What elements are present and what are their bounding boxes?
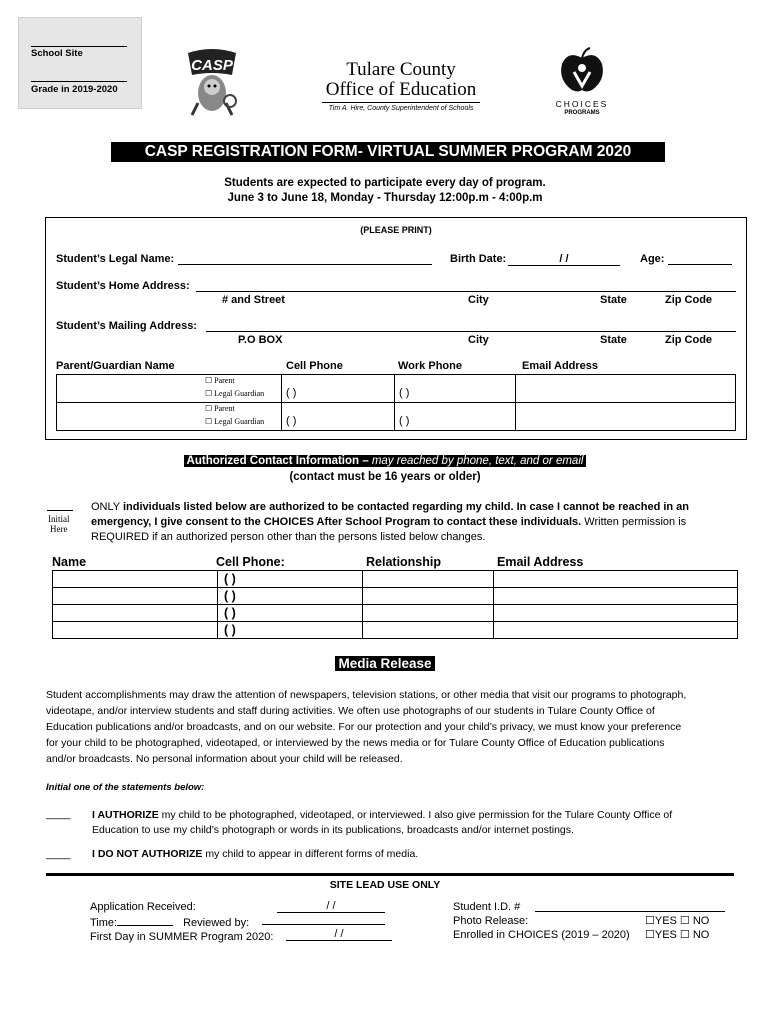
site-lead-right (453, 900, 630, 942)
contact-name[interactable] (53, 571, 218, 588)
parent-work-phone[interactable] (395, 375, 516, 403)
grade-line[interactable] (31, 81, 127, 82)
contact-relationship[interactable] (363, 588, 494, 605)
guardian-option-label: Legal Guardian (214, 389, 265, 398)
casp-logo (182, 45, 242, 117)
media-line: for your child to be photographed, videotaped, or interviewed by the news media or for Tulare County Office of Education publications (46, 737, 665, 749)
contact-name[interactable] (53, 588, 218, 605)
media-title (0, 656, 770, 671)
po-box-label: P.O BOX (238, 334, 283, 346)
contacts-table (52, 570, 738, 639)
parent-checkbox[interactable]: ☐ (205, 404, 215, 413)
choices-line1: CHOICES (555, 99, 609, 109)
photo-release-label: Photo Release: (453, 915, 529, 927)
authorized-text-line3: REQUIRED if an authorized person other than the persons listed below changes. (91, 531, 486, 543)
parent-checkbox[interactable]: ☐ (205, 376, 215, 385)
tcoe-logo (316, 60, 486, 112)
authorize-text-2: Education to use my child’s photograph or words in its publications, broadcasts and/or internet postings. (92, 824, 574, 836)
contact-row (53, 588, 738, 605)
zip-label: Zip Code (665, 294, 713, 306)
here-label: Here (50, 524, 68, 534)
legal-name-label: Student’s Legal Name: (56, 253, 175, 265)
authorized-text (91, 500, 731, 545)
mailing-city-label: City (468, 334, 489, 346)
phone-parens: ( ) (224, 606, 236, 620)
initial-here-label (48, 514, 70, 534)
state-label: State (600, 294, 627, 306)
phone-parens: ( ) (399, 415, 410, 427)
street-label: # and Street (222, 294, 285, 306)
please-print: (PLEASE PRINT) (360, 225, 432, 235)
enrolled-options[interactable]: ☐YES ☐ NO (645, 929, 710, 941)
apple-icon (546, 46, 618, 94)
parent-row (57, 403, 736, 431)
media-line: and/or broadcasts. No personal information about your child will be released. (46, 753, 403, 765)
authorize-blank[interactable]: ____ (46, 808, 71, 820)
authorized-text-line2-end: Written permission is (581, 516, 687, 528)
legal-name-field[interactable] (178, 264, 432, 265)
phone-parens: ( ) (224, 589, 236, 603)
school-info-box (18, 17, 142, 109)
authorized-subtitle: (contact must be 16 years or older) (289, 471, 481, 483)
site-lead-title: SITE LEAD USE ONLY (329, 879, 441, 891)
col-relationship: Relationship (366, 555, 442, 569)
contact-row (53, 622, 738, 639)
contact-name[interactable] (53, 605, 218, 622)
school-site-label: School Site (31, 48, 83, 59)
parent-header: Parent/Guardian Name (56, 360, 175, 372)
reviewed-by-field[interactable] (262, 924, 385, 925)
media-line: videotape, and/or interview students and staff during activities. We often use photographs of our students in Tulare County Office of (46, 705, 655, 717)
age-label: Age: (640, 253, 665, 265)
authorized-title (0, 455, 770, 467)
phone-parens: ( ) (286, 387, 297, 399)
guardian-checkbox[interactable]: ☐ (205, 417, 215, 426)
guardian-checkbox[interactable]: ☐ (205, 389, 215, 398)
media-line: Education publications and/or broadcasts, and on our website. For our protection and your child’s privacy, we must know your preference (46, 721, 682, 733)
time-label: Time: (90, 917, 118, 929)
media-paragraph (46, 687, 746, 767)
col-cell: Cell Phone: (216, 555, 285, 569)
not-authorize-blank[interactable]: ____ (46, 848, 71, 860)
tcoe-line2: Office of Education (325, 79, 477, 100)
parent-name-cell[interactable] (57, 403, 282, 431)
choices-line2: PROGRAMS (564, 110, 600, 116)
phone-parens: ( ) (286, 415, 297, 427)
app-received-field[interactable]: / / (277, 900, 385, 913)
phone-parens: ( ) (224, 623, 236, 637)
parent-option-label: Parent (214, 404, 235, 413)
school-site-line[interactable] (31, 46, 127, 47)
parent-email[interactable] (516, 403, 736, 431)
contact-email[interactable] (494, 622, 738, 639)
photo-release-options[interactable]: ☐YES ☐ NO (645, 915, 710, 927)
home-address-field[interactable] (196, 291, 736, 292)
contact-relationship[interactable] (363, 571, 494, 588)
reviewed-by-label: Reviewed by: (183, 917, 250, 929)
col-email: Email Address (497, 555, 584, 569)
mailing-zip-label: Zip Code (665, 334, 713, 346)
contact-email[interactable] (494, 571, 738, 588)
casp-logo-text: CASP (191, 57, 233, 74)
intro-line-2: June 3 to June 18, Monday - Thursday 12:00p.m - 4:00p.m (227, 192, 543, 204)
cell-phone-header: Cell Phone (286, 360, 343, 372)
student-id-field[interactable] (535, 911, 725, 912)
contact-cell[interactable] (218, 571, 363, 588)
parent-table (56, 374, 736, 431)
parent-name-cell[interactable] (57, 375, 282, 403)
authorize-text-1: my child to be photographed, videotaped, or interviewed. I also give permission for the Tulare County Office of (158, 809, 673, 821)
work-phone-header: Work Phone (398, 360, 462, 372)
contact-cell[interactable] (218, 622, 363, 639)
initial-blank[interactable] (47, 510, 73, 511)
first-day-field[interactable]: / / (286, 928, 392, 941)
choices-logo (546, 46, 618, 116)
mailing-address-label: Student’s Mailing Address: (56, 320, 197, 332)
contact-cell[interactable] (218, 588, 363, 605)
contact-cell[interactable] (218, 605, 363, 622)
app-received-label: Application Received: (90, 901, 196, 913)
contact-relationship[interactable] (363, 605, 494, 622)
tcoe-subtitle: Tim A. Hire, County Superintendent of Schools (328, 105, 474, 112)
not-authorize-text: my child to appear in different forms of media. (202, 848, 419, 860)
tcoe-line1: Tulare County (346, 59, 456, 80)
contact-row (53, 605, 738, 622)
col-name: Name (52, 555, 87, 569)
media-line: Student accomplishments may draw the attention of newspapers, television stations, or other media that visit our programs to photograph, (46, 689, 687, 701)
home-address-label: Student’s Home Address: (56, 280, 190, 292)
grade-label: Grade in 2019-2020 (31, 84, 118, 95)
parent-cell-phone[interactable] (282, 403, 395, 431)
media-title-text: Media Release (335, 656, 434, 671)
parent-cell-phone[interactable] (282, 375, 395, 403)
not-authorize-bold: I DO NOT AUTHORIZE (92, 848, 203, 860)
initial-prompt: Initial one of the statements below: (46, 782, 205, 793)
email-header: Email Address (522, 360, 599, 372)
intro-line-1: Students are expected to participate every day of program. (224, 177, 546, 189)
student-id-label: Student I.D. # (453, 901, 521, 913)
mailing-address-field[interactable] (206, 331, 736, 332)
student-info-box (45, 217, 747, 440)
mailing-state-label: State (600, 334, 627, 346)
contact-name[interactable] (53, 622, 218, 639)
authorized-title-italic: may reached by phone, text, and or email (368, 455, 584, 467)
contact-email[interactable] (494, 605, 738, 622)
contact-email[interactable] (494, 588, 738, 605)
authorize-bold: I AUTHORIZE (92, 809, 159, 821)
phone-parens: ( ) (224, 572, 236, 586)
initial-label: Initial (48, 514, 70, 524)
parent-work-phone[interactable] (395, 403, 516, 431)
parent-email[interactable] (516, 375, 736, 403)
contact-row (53, 571, 738, 588)
parent-row (57, 375, 736, 403)
contact-relationship[interactable] (363, 622, 494, 639)
authorized-text-line1: individuals listed below are authorized to be contacted regarding my child. In case I cannot be reached in an (123, 501, 690, 513)
age-field[interactable] (668, 264, 732, 265)
site-lead-divider (46, 873, 734, 876)
parent-option-label: Parent (214, 376, 235, 385)
authorize-statement (92, 808, 742, 838)
time-field[interactable] (117, 914, 173, 926)
birth-date-field[interactable]: / / (508, 253, 620, 266)
phone-parens: ( ) (399, 387, 410, 399)
only-text: ONLY (91, 501, 123, 513)
guardian-option-label: Legal Guardian (214, 417, 265, 426)
authorized-title-bold: Authorized Contact Information – (186, 455, 369, 467)
site-lead-left (90, 900, 273, 944)
not-authorize-statement (92, 848, 418, 860)
birth-date-label: Birth Date: (450, 253, 507, 265)
authorized-text-line2: emergency, I give consent to the CHOICES After School Program to contact these individuals. (91, 516, 582, 528)
form-title: CASP REGISTRATION FORM- VIRTUAL SUMMER PROGRAM 2020 (111, 142, 665, 162)
enrolled-label: Enrolled in CHOICES (2019 – 2020) (453, 929, 630, 941)
first-day-label: First Day in SUMMER Program 2020: (90, 931, 274, 943)
city-label: City (468, 294, 489, 306)
